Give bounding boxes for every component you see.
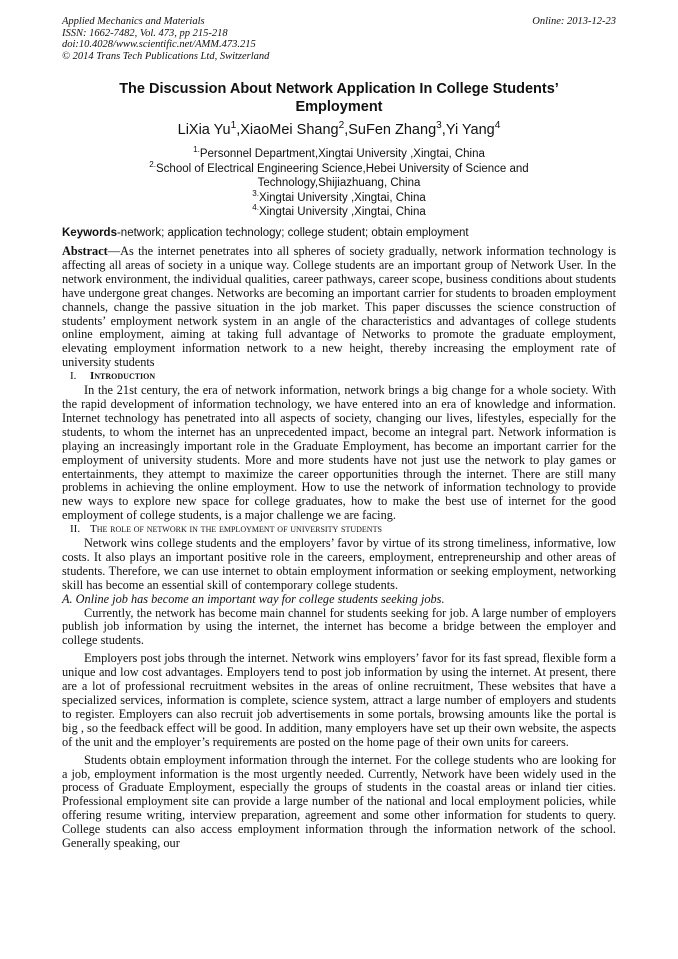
author-name: LiXia Yu [177,122,231,138]
title-line-2: Employment [295,99,383,115]
affiliation-1 [62,147,616,162]
affiliation-4 [62,205,616,220]
section-number: II. [70,523,81,536]
abstract [62,245,616,370]
author-sep: , [344,122,349,138]
title-line-1: The Discussion About Network Application In College Students’ [119,81,559,97]
doi-line: doi:10.4028/www.scientific.net/AMM.473.215 [62,39,256,50]
author-name: SuFen Zhang [348,122,437,138]
affil-sup: 2. [149,159,157,169]
affil-text: Personnel Department,Xingtai University ,Xingtai, China [199,148,485,160]
keywords [62,226,616,240]
author-name: Yi Yang [445,122,495,138]
section-1-heading [62,370,616,384]
author-name: XiaoMei Shang [240,122,339,138]
section-number: I. [70,370,77,383]
author-sup: 1 [230,120,237,132]
affiliation-3 [62,188,616,206]
section-2-paragraph: Currently, the network has become main channel for students seeking for job. A large number of employers publish job information by using the internet, the internet has become a bridge between the employer and college students. [62,605,616,648]
issn-line: ISSN: 1662-7482, Vol. 473, pp 215-218 [62,27,228,39]
affil-text: Xingtai University ,Xingtai, China [258,206,426,219]
subsection-a-heading: A. Online job has become an important way for college students seeking jobs. [62,591,445,606]
author-sep: , [441,122,446,138]
abstract-label: Abstract [62,244,108,258]
affil-sup: 1. [193,145,200,155]
body-text [62,245,616,851]
journal-header [62,16,616,62]
section-2-heading [62,523,616,537]
affil-sup: 4. [252,203,259,213]
affil-text: School of Electrical Engineering Science,Hebei University of Science and [156,162,529,175]
online-date: Online: 2013-12-23 [532,16,616,27]
section-title: Introduction [90,370,156,383]
author-sup: 3 [436,120,442,132]
abstract-text: —As the internet penetrates into all spheres of society gradually, network information technology is affecting all areas of society in a unique way. College students are an important group of Network User. In the network environment, the individual qualities, career pathways, career scope, business conditions about students have undergone great changes. Networks are becoming an important carrier for students to broaden employment channels, change the passive situation in the job market. This paper discusses the science construction of students’ employment network system in an angle of the characteristics and advantages of college students online employment, aiming at taking full advantage of Networks to promote the graduate employment, elevating employment information network to a new height, thereby increasing the employment rate of university students [62,244,616,370]
author-list [62,121,616,139]
affiliation-2-cont: Technology,Shijiazhuang, China [257,177,421,190]
affiliation-2 [62,159,616,177]
section-2-paragraph: Employers post jobs through the internet. Network wins employers’ favor for its fast spread, flexible form a unique and low cost advantages. Employers tend to post job information by using the internet. At present, there are a lot of professional recruitment websites in the areas of online recruitment, These websites that have a specialized services, information is complete, science system, attract a large number of employers and students to register. Employers can also recruit job advertisements in some portals, browsing amounts like the portal is big , so the feedback effect will be good. In addition, many employers have set up their own website, the aspects of the unit and the employer’s requirements are posted on the home page of their own units for careers. [62,651,616,749]
author-sep: , [236,122,241,138]
author-sup: 2 [338,120,345,132]
affil-sup: 3. [252,188,259,198]
keywords-text: -network; application technology; college student; obtain employment [116,227,469,239]
keywords-label: Keywords [62,227,117,239]
section-2-paragraph: Network wins college students and the employers’ favor by virtue of its strong timeliness, informative, low costs. It also plays an important positive role in the careers, employment, entrepreneurship and other areas of students. Therefore, we can use internet to obtain employment information or seeking employment, networking skill has become an essential skill of contemporary college students. [62,536,616,592]
copyright-line: © 2014 Trans Tech Publications Ltd, Switzerland [62,50,270,62]
affiliations [62,147,616,220]
paper-title [62,80,616,116]
author-sup: 4 [494,120,501,132]
journal-name: Applied Mechanics and Materials [62,16,205,27]
affil-text: Xingtai University ,Xingtai, China [258,191,426,204]
section-2-paragraph: Students obtain employment information through the internet. For the college students who are looking for a job, employment information is the most urgently needed. Currently, Network have been widely used in the process of Graduate Employment, especially the groups of students in the coastal areas or inland tier cities. Professional employment site can provide a large number of the national and local employment policies, while offering resume writing, interview preparation, agreement and some other information for students to query. College students can also access employment information through the information network of the school. Generally speaking, our [62,752,616,851]
section-1-paragraph: In the 21st century, the era of network information, network brings a big change for a whole society. With the rapid development of information technology, we have entered into an era of knowledge and information. Internet technology has penetrated into all aspects of society, changing our lives, lifestyles, especially for the students, to whom the internet has an unprecedented impact, become an integral part. Network information is playing an increasingly important role in the Graduate Employment, has become an important carrier for the employment of university students. More and more students have not just use the network to play games or entertainments, they attempt to maximize the career opportunities through the internet. There are still many problems in achieving the online employment. How to use the network of information technology to provide new ways to explore new space for college graduates, how to make the best use of internet for the good employment of college students, is a major challenge we are facing. [62,383,616,523]
section-title: The role of network in the employment of university students [90,523,382,536]
